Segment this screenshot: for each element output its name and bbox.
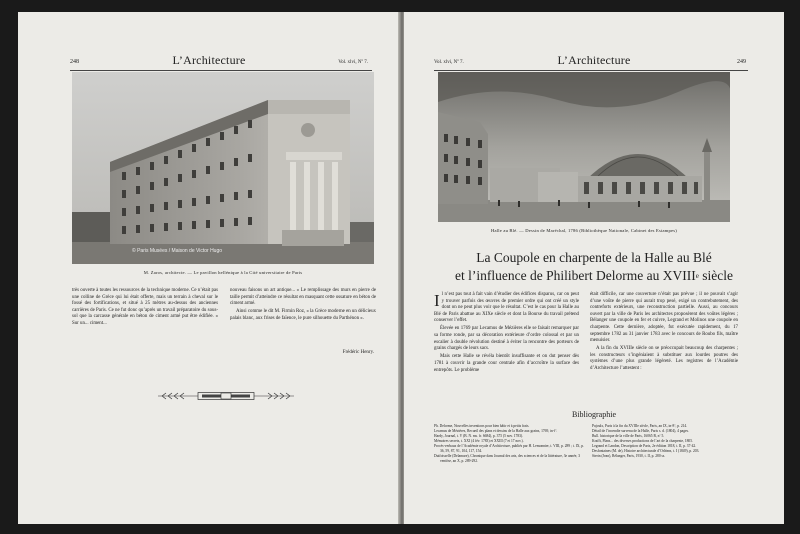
bib-entry: Pujoulx, Paris à la fin du XVIIIe siècle, Paris, an IX, in-8º, p. 214. bbox=[592, 424, 688, 428]
ornament-divider bbox=[158, 390, 294, 402]
bib-entry: Sterin (Jean), Bélanger, Paris, 1930, t. II, p. 280 ss. bbox=[592, 454, 666, 458]
bib-entry: Ph. Delorme, Nouvelles inventions pour bien bâtir et à petits frais. bbox=[434, 424, 530, 428]
left-running-title: L’Architecture bbox=[172, 53, 246, 67]
author-signature: Frédéric Henry. bbox=[342, 350, 374, 355]
pavilion-photo bbox=[72, 72, 374, 264]
left-header bbox=[18, 47, 400, 67]
halle-au-ble-engraving bbox=[438, 72, 730, 222]
article-title-line-1: La Coupole en charpente de la Halle au Blé bbox=[476, 250, 712, 265]
bib-entry: Krafft, Plans... des diverses productions de l’art de la charpente, 1805. bbox=[592, 439, 693, 443]
bib-entry: Desfontaines (M. de), Histoire architecturale d’Orléans, t. I (1849), p. 203. bbox=[592, 449, 700, 453]
right-header-rule bbox=[434, 70, 748, 71]
right-col2-p1: était difficile, car une couverture n’était pas prévue ; il ne pouvait s’agir d’une voûte de pierre qui aurait trop pesé, exigé un contrebutement, des contreforts extérieurs, une reconstruction partielle. Aussi, au concours ouvert par la ville de Paris les architectes proposèrent des voûtes légères ; Bélanger une coupole en fer et cuivre, Legrand et Molinos une coupole en charpente. Cette dernière, adoptée, fut exécutée rapidement, du 17 septembre 1782 au 31 janvier 1783 avec le concours de Roubo fils, maître menuisier. bbox=[590, 292, 738, 344]
right-page-number: 249 bbox=[737, 59, 746, 65]
left-col2-p1: nouveau faisons un art antique... » Le remplissage des murs en pierre de taille permit d’atteindre ce résultat en masquant cette ossature en béton de ciment armé. bbox=[230, 288, 376, 307]
bib-entry: Mémoires secrets, t. XXI (4 fév. 1783) et XXIII (7 et 17 nov.). bbox=[434, 439, 524, 443]
article-title-sup: e bbox=[695, 272, 699, 280]
drop-cap: I bbox=[434, 291, 440, 310]
bib-entry: Legrand et Landon, Description de Paris, 2e édition 1818, t. II, p. 37-42. bbox=[592, 444, 697, 448]
right-column-2 bbox=[590, 292, 738, 374]
bibliography-right bbox=[592, 424, 742, 459]
bib-entry: Procès-verbaux de l’Académie royale d’Architecture, publiés par H. Lemonnier, t. VIII, p. 289 ; t. IX, p. 36, 59, 87, 91, 104, 117, 154. bbox=[434, 444, 584, 453]
right-photo-caption: Halle au Blé. — Dessin de Maréchal, 1786 (Bibliothèque Nationale, Cabinet des Estampes) bbox=[491, 228, 677, 233]
bib-entry: Dutfoisselle (Delamare), Chronique dans Journal des arts, des sciences et de la littérature, 3e année, 3 ventôse, an X, p. 289-292. bbox=[434, 454, 580, 463]
right-col1-p1 bbox=[434, 292, 579, 325]
left-page bbox=[18, 12, 400, 524]
bibliography-left bbox=[434, 424, 584, 464]
bibliography-title: Bibliographie bbox=[572, 410, 616, 419]
right-volume: Vol. xlvi, Nº 7. bbox=[434, 60, 464, 65]
right-col1-p1-text: l n’est pas tout à fait vain d’étudier des édifices disparus, car on peut y trouver parfois des œuvres de premier ordre qui ont créé un style dont on ne peut plus voir que le résultat. C’est le cas pour la Halle au Blé de Paris abattue au XIXe siècle et dont la Bourse du travail prétend conserver l’effet. bbox=[434, 292, 579, 324]
article-title-line-2-pre: et l’influence de Philibert Delorme au XVIII bbox=[455, 268, 696, 283]
right-page bbox=[404, 12, 784, 524]
bib-entry: Lecamus de Mézières, Recueil des plans et dessins de la Halle aux grains, 1769, in-fº. bbox=[434, 429, 558, 433]
left-volume: Vol. xlvi, Nº 7. bbox=[338, 60, 368, 65]
right-header bbox=[404, 47, 784, 67]
left-column-1 bbox=[72, 288, 218, 329]
left-photo-caption: M. Zaros, architecte. — Le pavillon hellénique à la Cité universitaire de Paris bbox=[143, 270, 303, 275]
article-title-line-2 bbox=[404, 266, 784, 286]
left-col1-text: très ouverte à toutes les ressources de la technique moderne. Ce n’était pas une colline de Grèce qui lui était offerte, mais un terrain à cheval sur le fossé des fortifications, et situé à 25 mètres au-dessus des anciennes carrières de Paris. Ce ne fut donc qu’après un travail préparatoire du sous-sol que la carcasse générale en béton de ciment armé put être édifiée. « Sur un... ciment... bbox=[72, 288, 218, 326]
bib-entry: Hardy, Journal, t. V (B. N. ms. fr. 6684), p. 375 (5 nov. 1783). bbox=[434, 434, 524, 438]
right-col2-p2: A la fin du XVIIIe siècle on se préoccupait beaucoup des charpentes ; les constructeurs s’ingéniaient à substituer aux lourdes poutres des systèmes d’une plus grande légèreté. Les registres de l’Académie d’Architecture l’attestent : bbox=[590, 346, 738, 372]
bib-entry: Détail de l’incendie survenu de la Halle, Paris s. d. (1804), 4 pages. bbox=[592, 429, 689, 433]
left-header-rule bbox=[70, 70, 372, 71]
article-title-line-2-post: siècle bbox=[698, 268, 733, 283]
left-page-number: 248 bbox=[70, 59, 79, 65]
right-col1-p3: Mais cette Halle se révéla bientôt insuffisante et on dut penser dès 1781 à couvrir la grande cour centrale afin d’accroître la surface des entrepôts. Le problème bbox=[434, 354, 579, 373]
right-column-1 bbox=[434, 292, 579, 376]
right-col1-p2: Élevée en 1769 par Lecamus de Mézières elle se faisait remarquer par sa forme ronde, par sa décoration extérieure d’ordre colossal et par un escalier à double révolution destiné à éviter la rencontre des porteurs de grains chargés de leurs sacs. bbox=[434, 326, 579, 352]
left-column-2 bbox=[230, 288, 376, 324]
bib-entry: Bull. historique de la ville de Paris, 16065 B, nº 5. bbox=[592, 434, 665, 438]
left-col2-p2: Ainsi comme le dit M. Firmin Roz, « la Grèce moderne en un délicieux palais blanc, aux frises de faïence, le pure silhouette du Parthénon ». bbox=[230, 309, 376, 321]
photo-watermark: © Paris Musées / Maison de Victor Hugo bbox=[132, 248, 223, 254]
right-running-title: L’Architecture bbox=[557, 53, 631, 67]
